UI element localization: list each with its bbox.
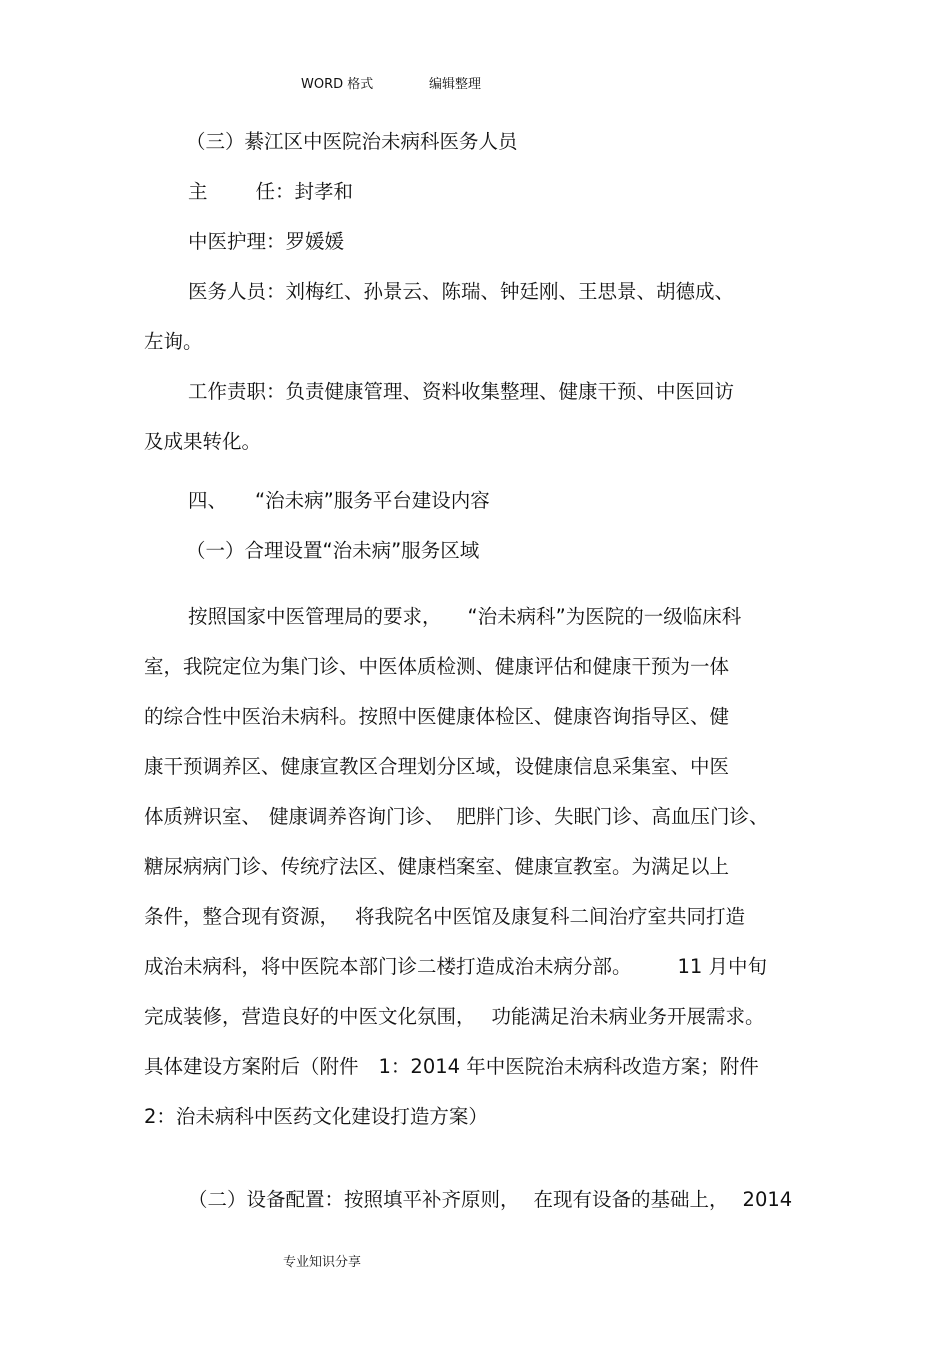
subsection-two-line [188, 1187, 792, 1213]
para-line-5-a: 体质辨识室、 [144, 805, 262, 828]
para-line-10-b: 1：2014 年中医院治未病科改造方案；附件 [378, 1055, 759, 1078]
duties-line-1: 工作责职：负责健康管理、资料收集整理、健康干预、中医回访 [188, 380, 735, 403]
para-line-2: 室，我院定位为集门诊、中医体质检测、健康评估和健康干预为一体 [144, 655, 730, 678]
para-line-9-b: 功能满足治未病业务开展需求。 [491, 1005, 765, 1028]
footer-label: 专业知识分享 [283, 1255, 362, 1270]
para-line-10 [144, 1054, 759, 1080]
header-format-label: WORD 格式 [301, 77, 374, 92]
para-line-3: 的综合性中医治未病科。按照中医健康体检区、健康咨询指导区、健 [144, 705, 730, 728]
subsection-two-b: 在现有设备的基础上， [533, 1188, 729, 1211]
para-line-6: 糖尿病病门诊、传统疗法区、健康档案室、健康宣教室。为满足以上 [144, 855, 730, 878]
para-line-9-a: 完成装修，营造良好的中医文化氛围， [144, 1005, 476, 1028]
duties-line-2: 及成果转化。 [144, 430, 262, 453]
section-title: （三）綦江区中医院治未病科医务人员 [186, 130, 518, 153]
para-line-1-a: 按照国家中医管理局的要求， [188, 605, 442, 628]
para-line-5-b: 健康调养咨询门诊、 [269, 805, 445, 828]
para-line-4: 康干预调养区、健康宣教区合理划分区域，设健康信息采集室、中医 [144, 755, 730, 778]
director-label-b: 任： [255, 180, 295, 203]
staff-line-1: 医务人员：刘梅红、孙景云、陈瑞、钟廷刚、王思景、胡德成、 [188, 280, 735, 303]
director-name: 封孝和 [294, 180, 354, 203]
para-line-9 [144, 1004, 765, 1030]
director-label-a: 主 [188, 180, 208, 203]
para-line-1-b: “治未病科”为医院的一级临床科 [467, 605, 742, 628]
para-line-7-b: 将我院名中医馆及康复科二间治疗室共同打造 [355, 905, 746, 928]
para-line-8 [144, 954, 767, 980]
para-line-8-a: 成治未病科，将中医院本部门诊二楼打造成治未病分部。 [144, 955, 632, 978]
nurse-line: 中医护理：罗媛媛 [188, 230, 345, 253]
heading-four [188, 488, 490, 514]
header-edit-label: 编辑整理 [429, 77, 482, 92]
heading-four-text: “治未病”服务平台建设内容 [255, 489, 490, 512]
director-line [188, 179, 353, 205]
staff-line-2: 左询。 [144, 330, 203, 353]
heading-four-number: 四、 [188, 489, 228, 512]
subsection-two-a: （二）设备配置：按照填平补齐原则， [188, 1188, 520, 1211]
para-line-7-a: 条件，整合现有资源， [144, 905, 340, 928]
subsection-one-title: （一）合理设置“治未病”服务区域 [186, 539, 480, 562]
para-line-1 [188, 604, 741, 630]
para-line-5-c: 肥胖门诊、失眠门诊、高血压门诊、 [456, 805, 769, 828]
para-line-7 [144, 904, 745, 930]
subsection-two-c: 2014 [742, 1188, 793, 1211]
para-line-10-a: 具体建设方案附后（附件 [144, 1055, 359, 1078]
para-line-8-b: 11 月中旬 [677, 955, 768, 978]
para-line-5 [144, 804, 769, 830]
para-line-11: 2：治未病科中医药文化建设打造方案） [144, 1105, 488, 1128]
